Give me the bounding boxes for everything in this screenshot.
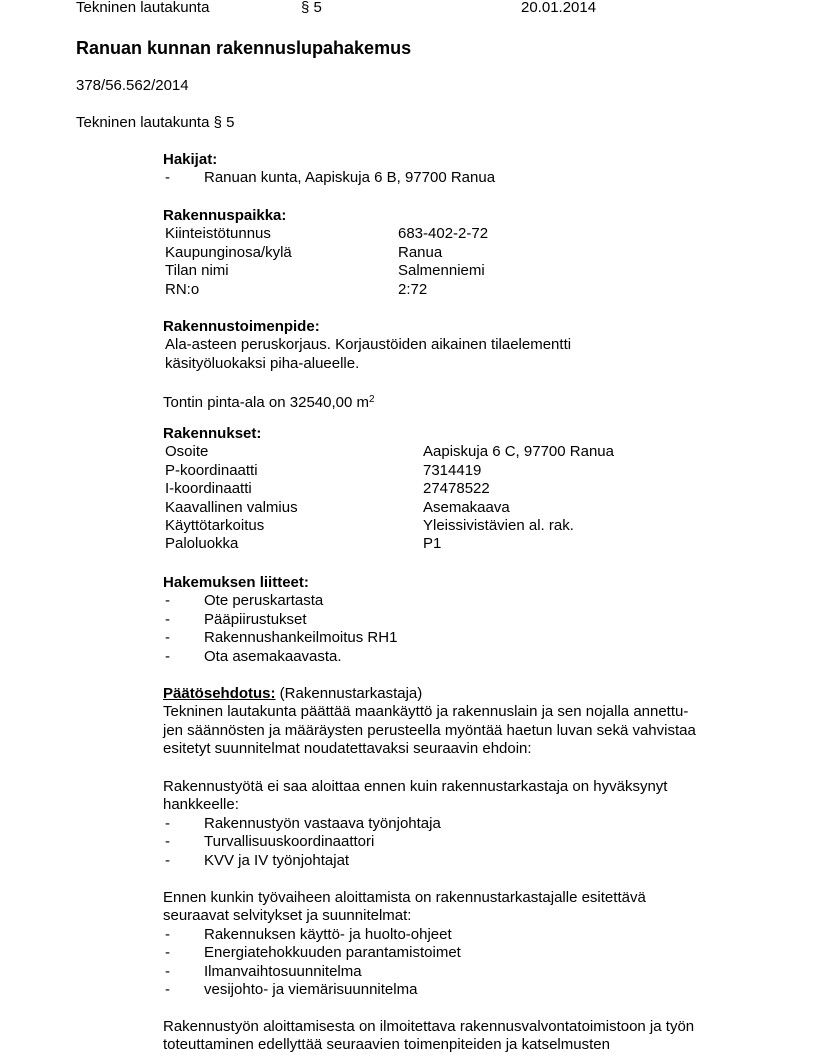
plot-area	[163, 394, 763, 412]
bullet-dash: -	[165, 851, 170, 869]
bullet-dash: -	[165, 962, 170, 980]
attachment-text: Ote peruskartasta	[204, 592, 324, 610]
approval-item: Rakennustyön vastaava työnjohtaja	[204, 814, 441, 832]
applicants-heading: Hakijat:	[163, 151, 218, 168]
action-line: Ala-asteen peruskorjaus. Korjaustöiden aikainen tilaelementti	[165, 336, 572, 354]
list-item	[163, 852, 763, 870]
applicant-text: Ranuan kunta, Aapiskuja 6 B, 97700 Ranua	[204, 169, 496, 187]
action-section	[163, 318, 763, 373]
approval-section	[163, 778, 763, 870]
approval-line: hankkeelle:	[163, 796, 239, 814]
list-item	[163, 944, 763, 962]
reference-number: 378/56.562/2014	[76, 77, 189, 94]
phase-docs-line: seuraavat selvitykset ja suunnitelmat:	[163, 907, 412, 925]
site-section	[163, 207, 763, 299]
proposal-line: esitetyt suunnitelmat noudatettavaksi seuraavin ehdoin:	[163, 740, 532, 758]
phase-docs-item: Energiatehokkuuden parantamistoimet	[204, 944, 461, 962]
building-value: 7314419	[423, 461, 482, 479]
building-label: I-koordinaatti	[165, 480, 252, 498]
list-item	[163, 963, 763, 981]
phase-docs-item: Ilmanvaihtosuunnitelma	[204, 962, 362, 980]
building-label: Paloluokka	[165, 535, 239, 553]
approval-item: KVV ja IV työnjohtajat	[204, 851, 350, 869]
building-label: Käyttötarkoitus	[165, 516, 265, 534]
list-item	[163, 815, 763, 833]
site-label: Tilan nimi	[165, 262, 229, 280]
list-item	[163, 592, 763, 610]
list-item	[163, 833, 763, 851]
bullet-dash: -	[165, 980, 170, 998]
table-row	[163, 443, 763, 461]
bullet-dash: -	[165, 169, 170, 187]
phase-docs-section	[163, 889, 763, 999]
building-value: P1	[423, 535, 442, 553]
bullet-dash: -	[165, 647, 170, 665]
attachment-text: Pääpiirustukset	[204, 610, 307, 628]
proposal-heading: Päätösehdotus:	[163, 685, 276, 702]
list-item	[163, 629, 763, 647]
applicants-section	[163, 151, 763, 188]
table-row	[163, 244, 763, 262]
phase-docs-item: Rakennuksen käyttö- ja huolto-ohjeet	[204, 925, 452, 943]
list-item	[163, 981, 763, 999]
header-date: 20.01.2014	[521, 0, 597, 16]
approval-item: Turvallisuuskoordinaattori	[204, 833, 375, 851]
bullet-dash: -	[165, 944, 170, 962]
header-board: Tekninen lautakunta	[76, 0, 210, 16]
site-label: Kiinteistötunnus	[165, 225, 271, 243]
site-value: Ranua	[398, 243, 443, 261]
plot-area-text: Tontin pinta-ala on 32540,00 m	[163, 394, 369, 411]
table-row	[163, 480, 763, 498]
start-notice-line: toteuttaminen edellyttää seuraavien toimenpiteiden ja katselmusten	[163, 1036, 610, 1054]
site-value: 683-402-2-72	[398, 225, 489, 243]
site-heading: Rakennuspaikka:	[163, 207, 287, 224]
action-heading: Rakennustoimenpide:	[163, 318, 320, 335]
header-section: § 5	[301, 0, 322, 16]
attachment-text: Ota asemakaavasta.	[204, 647, 342, 665]
table-row	[163, 462, 763, 480]
table-row	[163, 535, 763, 553]
building-value: 27478522	[423, 480, 490, 498]
buildings-heading: Rakennukset:	[163, 425, 262, 442]
buildings-section	[163, 425, 763, 554]
building-value: Asemakaava	[423, 498, 510, 516]
bullet-dash: -	[165, 610, 170, 628]
list-item	[163, 926, 763, 944]
table-row	[163, 517, 763, 535]
site-value: Salmenniemi	[398, 262, 485, 280]
building-label: P-koordinaatti	[165, 461, 258, 479]
list-item	[163, 169, 763, 187]
building-value: Aapiskuja 6 C, 97700 Ranua	[423, 443, 614, 461]
bullet-dash: -	[165, 925, 170, 943]
table-row	[163, 262, 763, 280]
attachments-heading: Hakemuksen liitteet:	[163, 574, 309, 591]
attachments-section	[163, 574, 763, 666]
site-label: RN:o	[165, 280, 200, 298]
proposal-section	[163, 685, 763, 759]
list-item	[163, 611, 763, 629]
building-label: Osoite	[165, 443, 209, 461]
phase-docs-line: Ennen kunkin työvaiheen aloittamista on rakennustarkastajalle esitettävä	[163, 889, 646, 906]
phase-docs-item: vesijohto- ja viemärisuunnitelma	[204, 980, 418, 998]
page-title: Ranuan kunnan rakennuslupahakemus	[76, 38, 412, 58]
table-row	[163, 225, 763, 243]
board-section: Tekninen lautakunta § 5	[76, 114, 235, 131]
building-label: Kaavallinen valmius	[165, 498, 298, 516]
plot-area-unit-exponent: 2	[368, 394, 375, 405]
start-notice-section	[163, 1018, 763, 1055]
list-item	[163, 648, 763, 666]
site-label: Kaupunginosa/kylä	[165, 243, 292, 261]
proposal-line: jen säännösten ja määräysten perusteella myöntää haetun luvan sekä vahvistaa	[163, 721, 696, 739]
approval-line: Rakennustyötä ei saa aloittaa ennen kuin rakennustarkastaja on hyväksynyt	[163, 778, 668, 795]
start-notice-line: Rakennustyön aloittamisesta on ilmoitettava rakennusvalvontatoimistoon ja työn	[163, 1018, 695, 1035]
building-value: Yleissivistävien al. rak.	[423, 516, 574, 534]
proposal-by: (Rakennustarkastaja)	[275, 685, 423, 702]
bullet-dash: -	[165, 814, 170, 832]
bullet-dash: -	[165, 629, 170, 647]
attachment-text: Rakennushankeilmoitus RH1	[204, 629, 398, 647]
table-row	[163, 281, 763, 299]
table-row	[163, 499, 763, 517]
proposal-line: Tekninen lautakunta päättää maankäyttö ja rakennuslain ja sen nojalla annettu-	[163, 703, 689, 721]
site-value: 2:72	[398, 280, 428, 298]
bullet-dash: -	[165, 833, 170, 851]
action-line: käsityöluokaksi piha-alueelle.	[165, 354, 360, 372]
bullet-dash: -	[165, 592, 170, 610]
